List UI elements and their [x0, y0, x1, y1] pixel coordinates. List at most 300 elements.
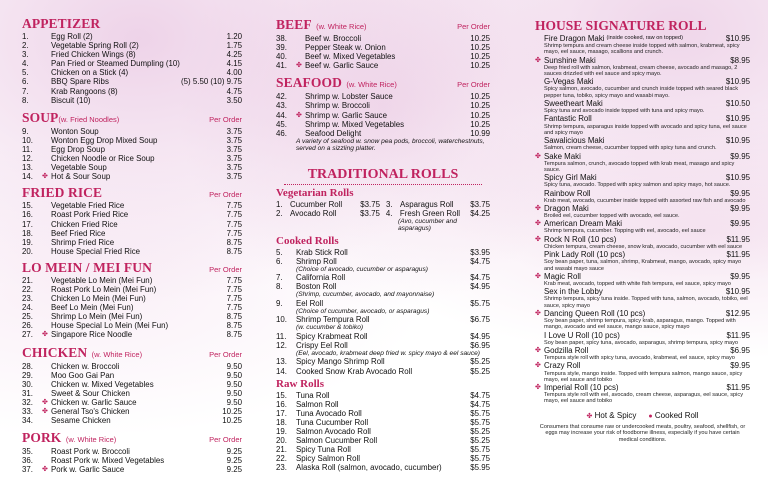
- menu-item-name: Boston Roll: [296, 282, 337, 292]
- soup-section: [22, 109, 242, 182]
- signature-roll-description: Krab meat, avocado, topped with white fish tempura, eel sauce, spicy mayo: [544, 280, 731, 287]
- signature-roll-item: [535, 152, 750, 174]
- menu-item-price: 9.25: [226, 456, 242, 466]
- hot-spicy-icon: ✤: [535, 362, 541, 370]
- menu-item-row: [22, 163, 242, 172]
- menu-item-name: Shrimp Roll: [296, 256, 337, 266]
- menu-item-number: 4.: [22, 59, 29, 69]
- menu-item-name: Beef w. Broccoli: [305, 34, 362, 43]
- signature-roll-header: [535, 152, 750, 161]
- chicken-per-order: Per Order: [209, 349, 242, 359]
- menu-item-number: 20.: [22, 246, 33, 256]
- menu-item-price: 8.75: [226, 312, 242, 322]
- signature-roll-item: [535, 56, 750, 78]
- menu-item-name: Biscuit (10): [51, 95, 91, 105]
- menu-item-name: Shrimp w. Lobster Sauce: [305, 92, 393, 102]
- hot-spicy-icon: ✤: [535, 272, 541, 280]
- menu-item-price: 10.99: [470, 128, 490, 138]
- menu-item-name: Pepper Steak w. Onion: [305, 43, 386, 53]
- menu-item-name: Salmon Avocado Roll: [296, 427, 371, 436]
- beef-section: [276, 16, 490, 70]
- signature-roll-price: $11.95: [726, 250, 750, 260]
- signature-roll-item: [535, 309, 750, 331]
- menu-item-row: [276, 120, 490, 129]
- signature-roll-price: $9.95: [730, 271, 750, 281]
- menu-item-name: Cucumber Roll: [290, 199, 343, 209]
- raw-rolls-title: Raw Rolls: [276, 377, 324, 390]
- signature-roll-name: Fantastic Roll: [544, 114, 592, 124]
- menu-item-price: 4.00: [226, 68, 242, 78]
- signature-roll-name: Rainbow Roll: [544, 188, 591, 198]
- signature-roll-item: [535, 173, 750, 188]
- menu-item-name: BBQ Spare Ribs: [51, 77, 109, 87]
- menu-item-price: 10.25: [470, 61, 490, 71]
- menu-item-number: 18.: [22, 228, 33, 238]
- menu-item-price: 8.75: [226, 237, 242, 247]
- vegetarian-roll-row: [276, 200, 490, 209]
- hot-spicy-icon: ✤: [535, 205, 541, 212]
- menu-item-number: 1.: [22, 32, 29, 41]
- signature-roll-header: [535, 250, 750, 259]
- signature-roll-name: Spicy Girl Maki: [544, 173, 597, 183]
- menu-item-row: [22, 50, 242, 59]
- signature-roll-name: Sunshine Maki: [544, 55, 596, 65]
- menu-item-name: House Special Lo Mein (Mei Fun): [51, 321, 169, 331]
- signature-roll-item: [535, 34, 750, 56]
- menu-item-name: Shrimp w. Broccoli: [305, 101, 370, 111]
- menu-item-number: 36.: [22, 456, 33, 466]
- menu-item-name: Pan Fried or Steamed Dumpling (10): [51, 59, 180, 69]
- menu-item-row: [276, 418, 490, 427]
- traditional-rolls-section: [276, 167, 490, 473]
- menu-item-number: 13.: [276, 357, 287, 367]
- menu-item-number: 13.: [22, 163, 33, 173]
- menu-item-row: [22, 447, 242, 456]
- signature-roll-price: $10.95: [725, 136, 750, 146]
- menu-item-price: 7.75: [226, 210, 242, 220]
- signature-roll-header: [535, 34, 750, 43]
- menu-item-price: 7.75: [226, 228, 242, 238]
- menu-item-name: Sweet & Sour Chicken: [51, 388, 130, 398]
- menu-item-row: [22, 210, 242, 219]
- menu-item-price: $4.75: [470, 399, 490, 409]
- menu-item-number: 15.: [276, 390, 287, 400]
- signature-roll-name: Crazy Roll: [544, 361, 581, 371]
- menu-item-price: 8.75: [226, 246, 242, 256]
- menu-item-row: [276, 92, 490, 101]
- fried-rice-per-order: Per Order: [209, 190, 242, 200]
- menu-item-number: 45.: [276, 119, 287, 129]
- menu-item-name: Chicken Lo Mein (Mei Fun): [51, 294, 146, 304]
- hot-spicy-icon: ✤: [535, 384, 541, 392]
- menu-item-number: 20.: [276, 436, 287, 446]
- pork-note: (w. White Rice): [65, 435, 117, 445]
- signature-roll-description: Shrimp tempura, asparagus inside topped with avocado and spicy tuna, eel sauce and spicy mayo: [544, 123, 747, 136]
- menu-item-name: Beef Lo Mein (Mei Fun): [51, 303, 134, 313]
- signature-roll-header: [535, 173, 750, 182]
- signature-roll-description: Shrimp tempura and cream cheese inside topped with salmon, krabmeat, spicy mayo, eel sauce, masago, scallions and crunch.: [544, 43, 740, 56]
- menu-item-description: (Eel, avocado, krabmeat deep fried w. spicy mayo & eel sauce): [296, 350, 480, 358]
- menu-item-price: 4.75: [226, 86, 242, 96]
- menu-item-number: 33.: [22, 407, 33, 416]
- menu-item-name: Beef w. Garlic Sauce: [305, 61, 379, 71]
- menu-item-row: [22, 229, 242, 238]
- signature-roll-description: Spicy salmon, avocado, cucumber and crunch inside topped with seared black pepper tuna, tobiko, spicy mayo and wasabi mayo.: [544, 86, 739, 99]
- signature-roll-item: [535, 346, 750, 361]
- menu-item-price: $4.25: [470, 208, 490, 218]
- menu-item-name: General Tso's Chicken: [51, 407, 130, 416]
- menu-item-price: 10.25: [470, 110, 490, 120]
- menu-item-number: 44.: [276, 110, 287, 120]
- signature-roll-description: Deep fried roll with salmon, krabmeat, cream cheese, avocado and masago, 2 sauces drizzled with eel sauce and spicy mayo.: [544, 64, 738, 78]
- seafood-header: [276, 74, 490, 92]
- menu-item-row: [276, 357, 490, 366]
- soup-per-order: Per Order: [209, 114, 242, 124]
- menu-item-price: 1.75: [226, 41, 242, 51]
- signature-roll-item: [535, 272, 750, 287]
- signature-roll-header: [535, 189, 750, 198]
- cooked-roll-icon: ●: [648, 412, 653, 420]
- menu-item-price: $4.95: [470, 331, 490, 341]
- menu-item-number: 8.: [22, 95, 29, 105]
- menu-item-price: $4.75: [470, 273, 490, 283]
- menu-item-number: 31.: [22, 388, 33, 398]
- hot-spicy-label: Hot & Spicy: [594, 410, 637, 420]
- signature-roll-description: Broiled eel, cucumber topped with avocado, eel sauce.: [544, 213, 680, 220]
- menu-item-price: 9.50: [226, 370, 242, 380]
- menu-item-price: $5.75: [470, 408, 490, 418]
- cooked-roll-label: Cooked Roll: [654, 410, 699, 420]
- menu-item-row: [276, 129, 490, 138]
- menu-item-row: [22, 127, 242, 136]
- signature-roll-description: Tempura style roll with spicy tuna, avocado, krabmeat, eel sauce, spicy mayo: [544, 355, 735, 362]
- signature-roll-description: Krab meat, avocado, cucumber inside topped with assorted raw fish and avocado: [544, 197, 746, 204]
- menu-item-number: 11.: [276, 331, 287, 341]
- menu-item-row: [22, 303, 242, 312]
- hot-spicy-icon: ✤: [535, 220, 541, 228]
- menu-item-name: Roast Pork w. Mixed Vegetables: [51, 456, 165, 466]
- lo-mein-per-order: Per Order: [209, 264, 242, 274]
- signature-roll-price: $6.95: [730, 346, 750, 356]
- signature-roll-header: [535, 56, 750, 65]
- hot-spicy-icon: ✤: [296, 62, 302, 70]
- menu-item-row: [276, 445, 490, 454]
- lo-mein-header: [22, 260, 242, 276]
- signature-roll-price: $10.95: [725, 77, 750, 87]
- menu-item-number: 7.: [276, 273, 283, 283]
- hot-spicy-icon: ✤: [535, 347, 541, 355]
- menu-item-number: 26.: [22, 321, 33, 331]
- menu-item-price: 10.25: [470, 52, 490, 62]
- signature-roll-header: [535, 204, 750, 213]
- menu-item-number: 21.: [22, 275, 33, 285]
- vegetarian-roll-item: [276, 200, 386, 209]
- menu-item-number: 14.: [276, 366, 287, 376]
- menu-item-number: 23.: [276, 463, 287, 473]
- menu-item-number: 43.: [276, 101, 287, 111]
- menu-item-name: Egg Roll (2): [51, 32, 93, 41]
- menu-item-name: Egg Drop Soup: [51, 144, 105, 154]
- menu-item-price: $4.75: [470, 256, 490, 266]
- hot-spicy-icon: ✤: [535, 152, 541, 160]
- menu-item-row: [22, 330, 242, 339]
- signature-roll-header: [535, 136, 750, 145]
- menu-item-name: Pork w. Garlic Sauce: [51, 465, 125, 475]
- menu-item-price: 3.75: [226, 144, 242, 154]
- signature-roll-description: Chicken tempura, cream cheese, snow krab, avocado, cucumber with eel sauce: [544, 243, 743, 250]
- menu-item-number: 39.: [276, 43, 287, 53]
- signature-roll-description: Soy bean paper, spicy tuna, avocado, asparagus, shrimp tempura, spicy mayo: [544, 339, 739, 346]
- menu-item-price: 10.25: [222, 416, 242, 426]
- signature-roll-note: (inside cooked, raw on topped): [606, 35, 684, 41]
- menu-item-number: 15.: [22, 201, 33, 211]
- menu-item-row: [276, 61, 490, 70]
- hot-spicy-icon: ✤: [535, 235, 541, 243]
- menu-item-row: [22, 154, 242, 163]
- seafood-section: [276, 74, 490, 152]
- menu-item-name: Tuna Roll: [296, 390, 330, 400]
- menu-item-number: 41.: [276, 61, 287, 71]
- signature-roll-name: Fire Dragon Maki: [544, 34, 605, 43]
- menu-item-number: 18.: [276, 417, 287, 427]
- menu-item-number: 9.: [276, 298, 283, 308]
- pork-per-order: Per Order: [209, 435, 242, 445]
- menu-item-row: [22, 371, 242, 380]
- menu-item-price: 8.75: [226, 321, 242, 331]
- menu-item-price: $5.25: [470, 427, 490, 436]
- menu-item-row: [22, 389, 242, 398]
- seafood-title: SEAFOOD: [276, 75, 342, 91]
- menu-item-number: 37.: [22, 465, 33, 475]
- menu-item-number: 29.: [22, 370, 33, 380]
- menu-item-name: Chicken w. Mixed Vegetables: [51, 379, 154, 389]
- menu-item-number: 25.: [22, 312, 33, 322]
- signature-roll-header: [535, 219, 750, 228]
- vegetarian-roll-item: [386, 200, 490, 209]
- signature-roll-header: [535, 272, 750, 281]
- menu-item-row: [22, 87, 242, 96]
- menu-item-row: [276, 332, 490, 341]
- signature-roll-description: Spicy tuna, avocado. Topped with spicy salmon and spicy mayo, hot sauce.: [544, 182, 731, 189]
- menu-item-name: Spicy Salmon Roll: [296, 454, 361, 464]
- signature-roll-name: Imperial Roll (10 pcs): [544, 383, 619, 393]
- menu-item-name: Shrimp Tempura Roll: [296, 315, 370, 325]
- menu-item-row: [276, 282, 490, 291]
- menu-item-name: Seafood Delight: [305, 128, 362, 138]
- seafood-note: (w. White Rice): [346, 80, 397, 90]
- menu-item-name: Shrimp w. Mixed Vegetables: [305, 119, 405, 129]
- menu-item-name: Krab Stick Roll: [296, 247, 348, 257]
- menu-item-row: [276, 463, 490, 472]
- menu-item-number: 5.: [22, 68, 29, 78]
- menu-item-price: 7.75: [226, 275, 242, 285]
- menu-item-price: 9.50: [226, 397, 242, 407]
- menu-item-name: Vegetable Soup: [51, 163, 107, 173]
- menu-item-row: [22, 32, 242, 41]
- menu-item-number: 19.: [22, 237, 33, 247]
- signature-roll-price: $10.50: [725, 99, 750, 109]
- menu-item-row: [276, 367, 490, 376]
- menu-item-name: Spicy Mango Shrimp Roll: [296, 357, 385, 367]
- hot-spicy-icon: ✤: [42, 398, 48, 406]
- signature-roll-description: Shrimp tempura, spicy tuna inside. Topped with tuna, salmon, avocado, tobiko, eel sauce, spicy mayo: [544, 296, 748, 309]
- menu-item-row: [22, 416, 242, 425]
- signature-roll-name: Sweetheart Maki: [544, 99, 603, 109]
- signature-roll-price: $10.95: [725, 287, 750, 297]
- menu-item-price: 3.50: [226, 95, 242, 105]
- menu-item-row: [22, 201, 242, 210]
- menu-item-price: $3.75: [360, 208, 380, 218]
- soup-note: (w. Fried Noodles): [58, 114, 120, 124]
- signature-roll-description: Spicy tuna and avocado inside topped with tuna and spicy mayo.: [544, 108, 705, 115]
- menu-item-number: 14.: [22, 172, 33, 182]
- menu-item-row: [22, 172, 242, 181]
- signature-roll-name: Pink Lady Roll (10 pcs): [544, 250, 626, 260]
- signature-roll-description: Tempura style, mango inside. Topped with tempura salmon, mango sauce, spicy mayo, eel sauce and tobiko: [544, 370, 743, 383]
- menu-item-description: (w. cucumber & tobiko): [296, 324, 364, 332]
- menu-item-row: [276, 409, 490, 418]
- menu-item-number: 5.: [276, 247, 283, 257]
- hot-spicy-icon: ✤: [535, 56, 541, 64]
- pork-title: PORK: [22, 430, 62, 446]
- menu-item-number: 6.: [22, 77, 29, 87]
- signature-roll-price: $11.95: [726, 330, 750, 340]
- menu-item-number: 4.: [385, 208, 393, 218]
- signature-roll-name: Sex in the Lobby: [544, 287, 603, 297]
- menu-item-row: [22, 407, 242, 416]
- menu-item-row: [276, 273, 490, 282]
- menu-item-number: 22.: [22, 284, 33, 294]
- menu-item-row: [22, 68, 242, 77]
- menu-item-number: 10.: [22, 135, 33, 145]
- signature-roll-header: [535, 99, 750, 108]
- menu-item-price: 3.75: [226, 163, 242, 173]
- menu-item-name: Shrimp Fried Rice: [51, 237, 115, 247]
- signature-roll-price: $9.95: [730, 361, 750, 371]
- menu-item-description: (Choice of avocado, cucumber or asparagus): [296, 265, 428, 273]
- menu-item-number: 46.: [276, 128, 287, 138]
- menu-item-number: 27.: [22, 330, 33, 340]
- menu-item-number: 17.: [276, 408, 287, 418]
- signature-roll-description: Salmon, cream cheese, cucumber topped with spicy tuna and crunch.: [544, 145, 717, 152]
- menu-item-description: (Shrimp, cucumber, avocado, and mayonnaise): [296, 291, 435, 299]
- hot-spicy-icon: ✤: [586, 412, 593, 420]
- menu-item-price: 7.75: [226, 303, 242, 313]
- menu-item-row: [276, 257, 490, 266]
- signature-roll-header: [535, 383, 750, 392]
- signature-roll-name: Godzilla Roll: [544, 346, 589, 356]
- menu-item-name: Beef Fried Rice: [51, 228, 106, 238]
- hot-spicy-icon: ✤: [296, 111, 302, 119]
- menu-item-number: 1.: [276, 199, 283, 209]
- pork-section: [22, 429, 242, 474]
- menu-item-name: Eel Roll: [296, 298, 324, 308]
- menu-item-name: Crispy Eel Roll: [296, 340, 348, 350]
- cooked-rolls-title: Cooked Rolls: [276, 234, 339, 247]
- menu-item-price: 7.75: [226, 201, 242, 211]
- hot-spicy-icon: ✤: [42, 466, 48, 474]
- menu-item-row: [276, 341, 490, 350]
- menu-item-price: 10.25: [470, 92, 490, 102]
- signature-roll-list: [535, 34, 750, 405]
- menu-item-row: [276, 400, 490, 409]
- menu-item-row: [22, 456, 242, 465]
- lo-mein-section: [22, 260, 242, 340]
- menu-item-price: $5.75: [470, 298, 490, 308]
- fried-rice-header: [22, 185, 242, 201]
- menu-item-name: Roast Pork w. Broccoli: [51, 447, 130, 457]
- menu-item-number: 8.: [276, 282, 283, 292]
- menu-item-name: Chicken w. Garlic Sauce: [51, 397, 137, 407]
- menu-item-number: 12.: [276, 340, 287, 350]
- chicken-header: [22, 344, 242, 362]
- signature-roll-item: [535, 235, 750, 250]
- cooked-roll-legend: [648, 411, 698, 420]
- menu-item-row: [22, 96, 242, 105]
- menu-item-name: Vegetable Lo Mein (Mei Fun): [51, 275, 153, 285]
- menu-item-price: 7.75: [226, 284, 242, 294]
- menu-item-number: 6.: [276, 256, 283, 266]
- menu-item-number: 3.: [386, 199, 393, 209]
- menu-item-number: 7.: [22, 86, 29, 96]
- traditional-rolls-title: TRADITIONAL ROLLS: [307, 166, 459, 182]
- menu-item-name: Wonton Soup: [51, 126, 99, 136]
- soup-header: [22, 109, 242, 127]
- menu-legend: [535, 411, 750, 420]
- beef-per-order: Per Order: [457, 22, 490, 31]
- menu-item-price: 4.25: [226, 50, 242, 60]
- hot-spicy-icon: ✤: [42, 408, 48, 415]
- menu-item-price: $3.95: [470, 247, 490, 257]
- menu-item-row: [22, 145, 242, 154]
- menu-item-price: 3.75: [226, 172, 242, 182]
- signature-roll-header: [535, 361, 750, 370]
- menu-item-price: 1.20: [226, 32, 242, 41]
- menu-item-row: [22, 380, 242, 389]
- signature-roll-price: $8.95: [730, 55, 750, 65]
- menu-item-number: 12.: [22, 154, 33, 164]
- beef-title: BEEF: [276, 17, 312, 32]
- menu-item-price: $5.75: [470, 417, 490, 427]
- signature-roll-name: Magic Roll: [544, 271, 581, 281]
- traditional-rolls-divider: [284, 184, 482, 185]
- chicken-title: CHICKEN: [22, 344, 88, 360]
- signature-roll-price: $11.95: [726, 234, 750, 244]
- signature-roll-item: [535, 219, 750, 234]
- menu-item-price: 4.15: [226, 59, 242, 69]
- menu-item-price: 10.25: [470, 43, 490, 53]
- menu-item-price: 9.50: [226, 361, 242, 371]
- signature-roll-header: [535, 309, 750, 318]
- beef-header: [276, 16, 490, 34]
- menu-item-number: 40.: [276, 52, 287, 62]
- menu-item-row: [276, 436, 490, 445]
- menu-item-name: Vegetable Spring Roll (2): [51, 41, 139, 51]
- signature-roll-header: [535, 287, 750, 296]
- menu-item-number: 22.: [276, 454, 287, 464]
- menu-item-number: 11.: [22, 144, 33, 154]
- signature-roll-price: $12.95: [725, 308, 750, 318]
- fried-rice-section: [22, 185, 242, 256]
- menu-item-number: 9.: [22, 126, 29, 136]
- raw-food-disclaimer: Consumers that consume raw or undercooked meats, poultry, seafood, shellfish, or eggs may increase your risk of foodborne illness, especially if you have certain medical conditions.: [539, 423, 746, 443]
- menu-item-name: Chicken Noodle or Rice Soup: [51, 154, 155, 164]
- menu-item-row: [276, 101, 490, 110]
- menu-item-row: [276, 43, 490, 52]
- signature-roll-name: American Dream Maki: [544, 219, 623, 229]
- signature-roll-header: [535, 235, 750, 244]
- menu-item-name: Wonton Egg Drop Mixed Soup: [51, 135, 158, 145]
